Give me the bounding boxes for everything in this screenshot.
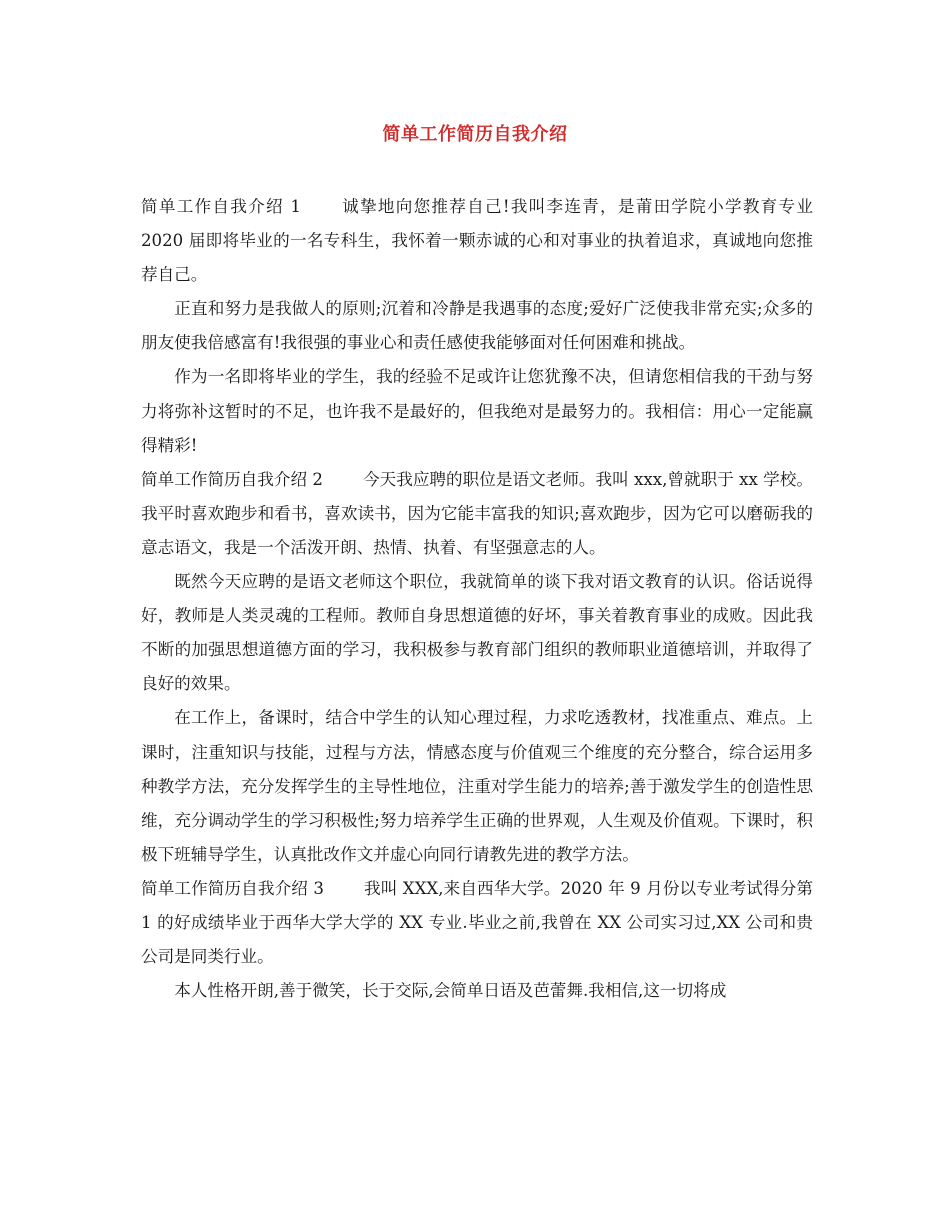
section-1-heading: 简单工作自我介绍 1 (141, 197, 301, 216)
paragraph: 正直和努力是我做人的原则;沉着和冷静是我遇事的态度;爱好广泛使我非常充实;众多的朋友使我倍感富有!我很强的事业心和责任感使我能够面对任何困难和挑战。 (141, 299, 813, 353)
section-3-first-paragraph (141, 872, 813, 974)
section-1-first-paragraph (141, 190, 813, 292)
paragraph: 既然今天应聘的是语文老师这个职位，我就简单的谈下我对语文教育的认识。俗话说得好，教师是人类灵魂的工程师。教师自身思想道德的好坏，事关着教育事业的成败。因此我不断的加强思想道德方面的学习，我积极参与教育部门组织的教师职业道德培训，并取得了良好的效果。 (141, 572, 813, 694)
paragraph-text: 我叫 XXX,来自西华大学。2020 年 9 月份以专业考试得分第 1 的好成绩毕业于西华大学大学的 XX 专业.毕业之前,我曾在 XX 公司实习过,XX 公司和贵公司是同类行业。 (141, 878, 813, 967)
section-2-first-paragraph (141, 463, 813, 565)
section-2-heading: 简单工作简历自我介绍 2 (141, 469, 323, 489)
document-title: 简单工作简历自我介绍 (382, 124, 568, 145)
paragraph-text: 今天我应聘的职位是语文老师。我叫 xxx,曾就职于 xx 学校。我平时喜欢跑步和看书，喜欢读书，因为它能丰富我的知识;喜欢跑步，因为它可以磨砺我的意志语文，我是一个活泼开朗、热情、执着、有坚强意志的人。 (141, 469, 813, 557)
paragraph: 作为一名即将毕业的学生，我的经验不足或许让您犹豫不决，但请您相信我的干劲与努力将弥补这暂时的不足，也许我不是最好的，但我绝对是最努力的。我相信：用心一定能赢得精彩! (141, 367, 813, 455)
paragraph: 本人性格开朗,善于微笑，长于交际,会简单日语及芭蕾舞.我相信,这一切将成 (174, 981, 727, 1001)
paragraph-text: 诚挚地向您推荐自己!我叫李连青，是莆田学院小学教育专业 2020 届即将毕业的一名专科生，我怀着一颗赤诚的心和对事业的执着追求，真诚地向您推荐自己。 (141, 197, 813, 285)
section-3-heading: 简单工作简历自我介绍 3 (141, 878, 324, 898)
paragraph: 在工作上，备课时，结合中学生的认知心理过程，力求吃透教材，找准重点、难点。上课时，注重知识与技能，过程与方法，情感态度与价值观三个维度的充分整合，综合运用多种教学方法，充分发挥学生的主导性地位，注重对学生能力的培养;善于激发学生的创造性思维，充分调动学生的学习积极性;努力培养学生正确的世界观，人生观及价值观。下课时，积极下班辅导学生，认真批改作文并虚心向同行请教先进的教学方法。 (141, 708, 813, 864)
document-body (141, 190, 813, 1008)
